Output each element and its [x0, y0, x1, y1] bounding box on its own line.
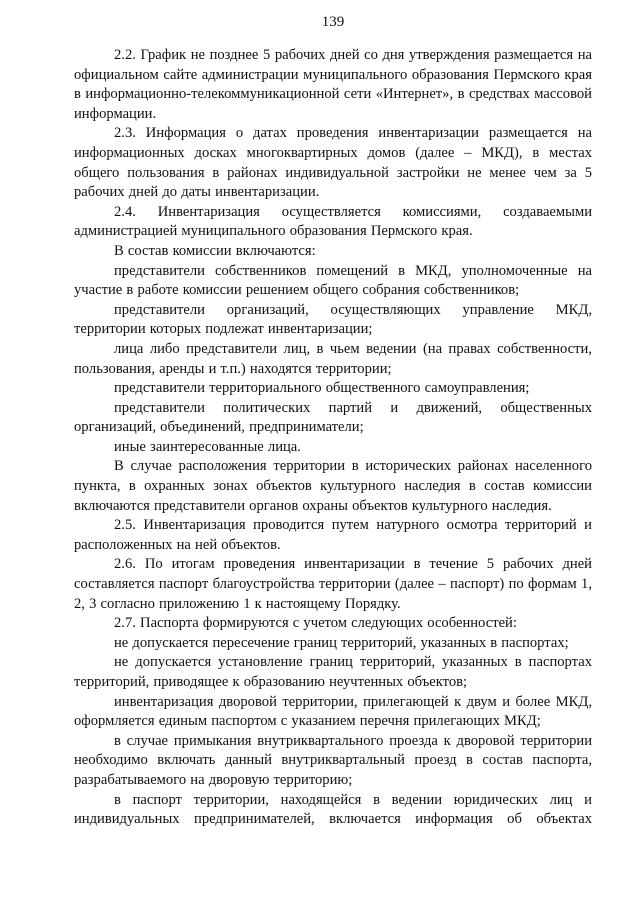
- list-item-no-boundary-overlap: не допускается пересечение границ территорий, указанных в паспортах;: [114, 634, 569, 651]
- list-item-other-parties: иные заинтересованные лица.: [114, 438, 301, 455]
- list-item-owners-representatives: представители собственников помещений в МКД, уполномоченные на участие в работе комиссии решением общего собрания собственников;: [74, 262, 592, 299]
- paragraph-historic-areas: В случае расположения территории в исторических районах населенного пункта, в охранных зонах объектов культурного наследия в состав комиссии включаются представители органов охраны объектов культурного наследия.: [74, 458, 592, 514]
- page-number: 139: [321, 14, 345, 30]
- list-item-management-organizations: представители организаций, осуществляющих управление МКД, территории которых подлежат инвентаризации;: [74, 301, 592, 338]
- paragraph-2-3: 2.3. Информация о датах проведения инвентаризации размещается на информационных досках многоквартирных домов (далее – МКД), в местах общего пользования в районах индивидуальной застройки не менее чем за 5 рабочих дней до даты инвентаризации.: [74, 125, 592, 201]
- list-item-self-government: представители территориального общественного самоуправления;: [114, 380, 530, 397]
- list-item-intra-block-passage: в случае примыкания внутриквартального проезда к дворовой территории необходимо включать данный внутриквартальный проезд в состав паспорта, разрабатываемого на дворовую территорию;: [74, 732, 592, 788]
- paragraph-2-7: 2.7. Паспорта формируются с учетом следующих особенностей:: [114, 615, 517, 632]
- list-item-no-unaccounted-objects: не допускается установление границ территорий, указанных в паспортах территорий, приводящее к образованию неучтенных объектов;: [74, 654, 592, 690]
- document-body: [74, 46, 592, 830]
- paragraph-2-6: 2.6. По итогам проведения инвентаризации в течение 5 рабочих дней составляется паспорт благоустройства территории (далее – паспорт) по формам 1, 2, 3 согласно приложению 1 к настоящему Порядку.: [74, 556, 592, 612]
- list-item-single-passport: инвентаризация дворовой территории, прилегающей к двум и более МКД, оформляется единым паспортом с указанием перечня прилегающих МКД;: [74, 693, 592, 730]
- paragraph-2-4: 2.4. Инвентаризация осуществляется комиссиями, создаваемыми администрацией муниципального образования Пермского края.: [74, 203, 592, 240]
- paragraph-2-5: 2.5. Инвентаризация проводится путем натурного осмотра территорий и расположенных на ней объектов.: [74, 517, 592, 553]
- list-item-legal-entities: в паспорт территории, находящейся в ведении юридических лиц и индивидуальных предпринимателей, включается информация об объектах: [74, 791, 592, 828]
- paragraph-2-2: 2.2. График не позднее 5 рабочих дней со дня утверждения размещается на официальном сайте администрации муниципального образования Пермского края в информационно-телекоммуникационной сети «Интернет», в средствах массовой информации.: [74, 47, 592, 122]
- list-item-territory-holders: лица либо представители лиц, в чьем ведении (на правах собственности, пользования, аренды и т.п.) находятся территории;: [74, 340, 592, 377]
- commission-intro: В состав комиссии включаются:: [114, 242, 316, 259]
- list-item-parties-movements: представители политических партий и движений, общественных организаций, объединений, предприниматели;: [74, 399, 592, 436]
